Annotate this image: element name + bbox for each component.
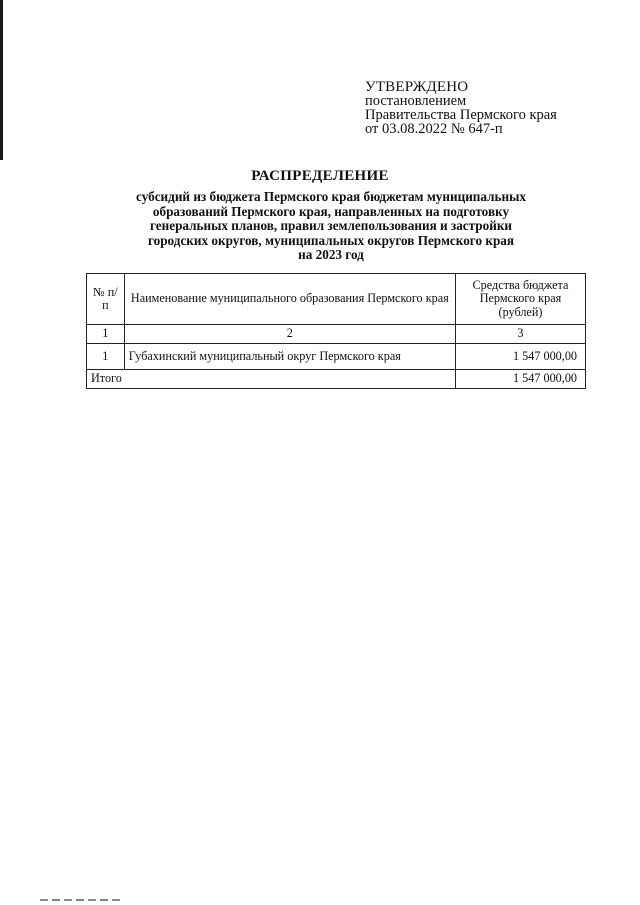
table-header-row [87, 274, 586, 325]
approval-line-2: Правительства Пермского края [365, 107, 557, 123]
subtitle-line: субсидий из бюджета Пермского края бюджетам муниципальных [136, 189, 526, 204]
approval-heading: УТВЕРЖДЕНО [365, 79, 469, 95]
row-num: 1 [87, 344, 125, 370]
total-label: Итого [87, 370, 456, 389]
table-row [87, 344, 586, 370]
column-index: 1 [87, 325, 125, 344]
subtitle-line: городских округов, муниципальных округов Пермского края [147, 232, 515, 248]
column-index: 2 [124, 325, 455, 344]
approval-stamp [365, 80, 625, 136]
subtitle-line: генеральных планов, правил землепользования и застройки [149, 218, 513, 233]
subtitle-line: образований Пермского края, направленных на подготовку [152, 203, 510, 219]
page-edge-mark [0, 0, 3, 160]
subtitle-line: на 2023 год [298, 247, 364, 262]
total-amount: 1 547 000,00 [455, 370, 585, 389]
table-total-row [87, 370, 586, 389]
approval-line-1: постановлением [365, 93, 467, 109]
row-name: Губахинский муниципальный округ Пермского края [124, 344, 455, 370]
scan-artifact [40, 899, 120, 901]
header-name: Наименование муниципального образования Пермского края [124, 274, 455, 325]
distribution-table [86, 273, 586, 389]
document-title: РАСПРЕДЕЛЕНИЕ [251, 168, 389, 184]
header-amount: Средства бюджета Пермского края (рублей) [455, 274, 585, 325]
row-amount: 1 547 000,00 [455, 344, 585, 370]
column-index: 3 [455, 325, 585, 344]
document-subtitle [100, 190, 562, 263]
approval-line-3: от 03.08.2022 № 647-п [365, 121, 503, 137]
table-column-index-row [87, 325, 586, 344]
header-num: № п/п [87, 274, 125, 325]
